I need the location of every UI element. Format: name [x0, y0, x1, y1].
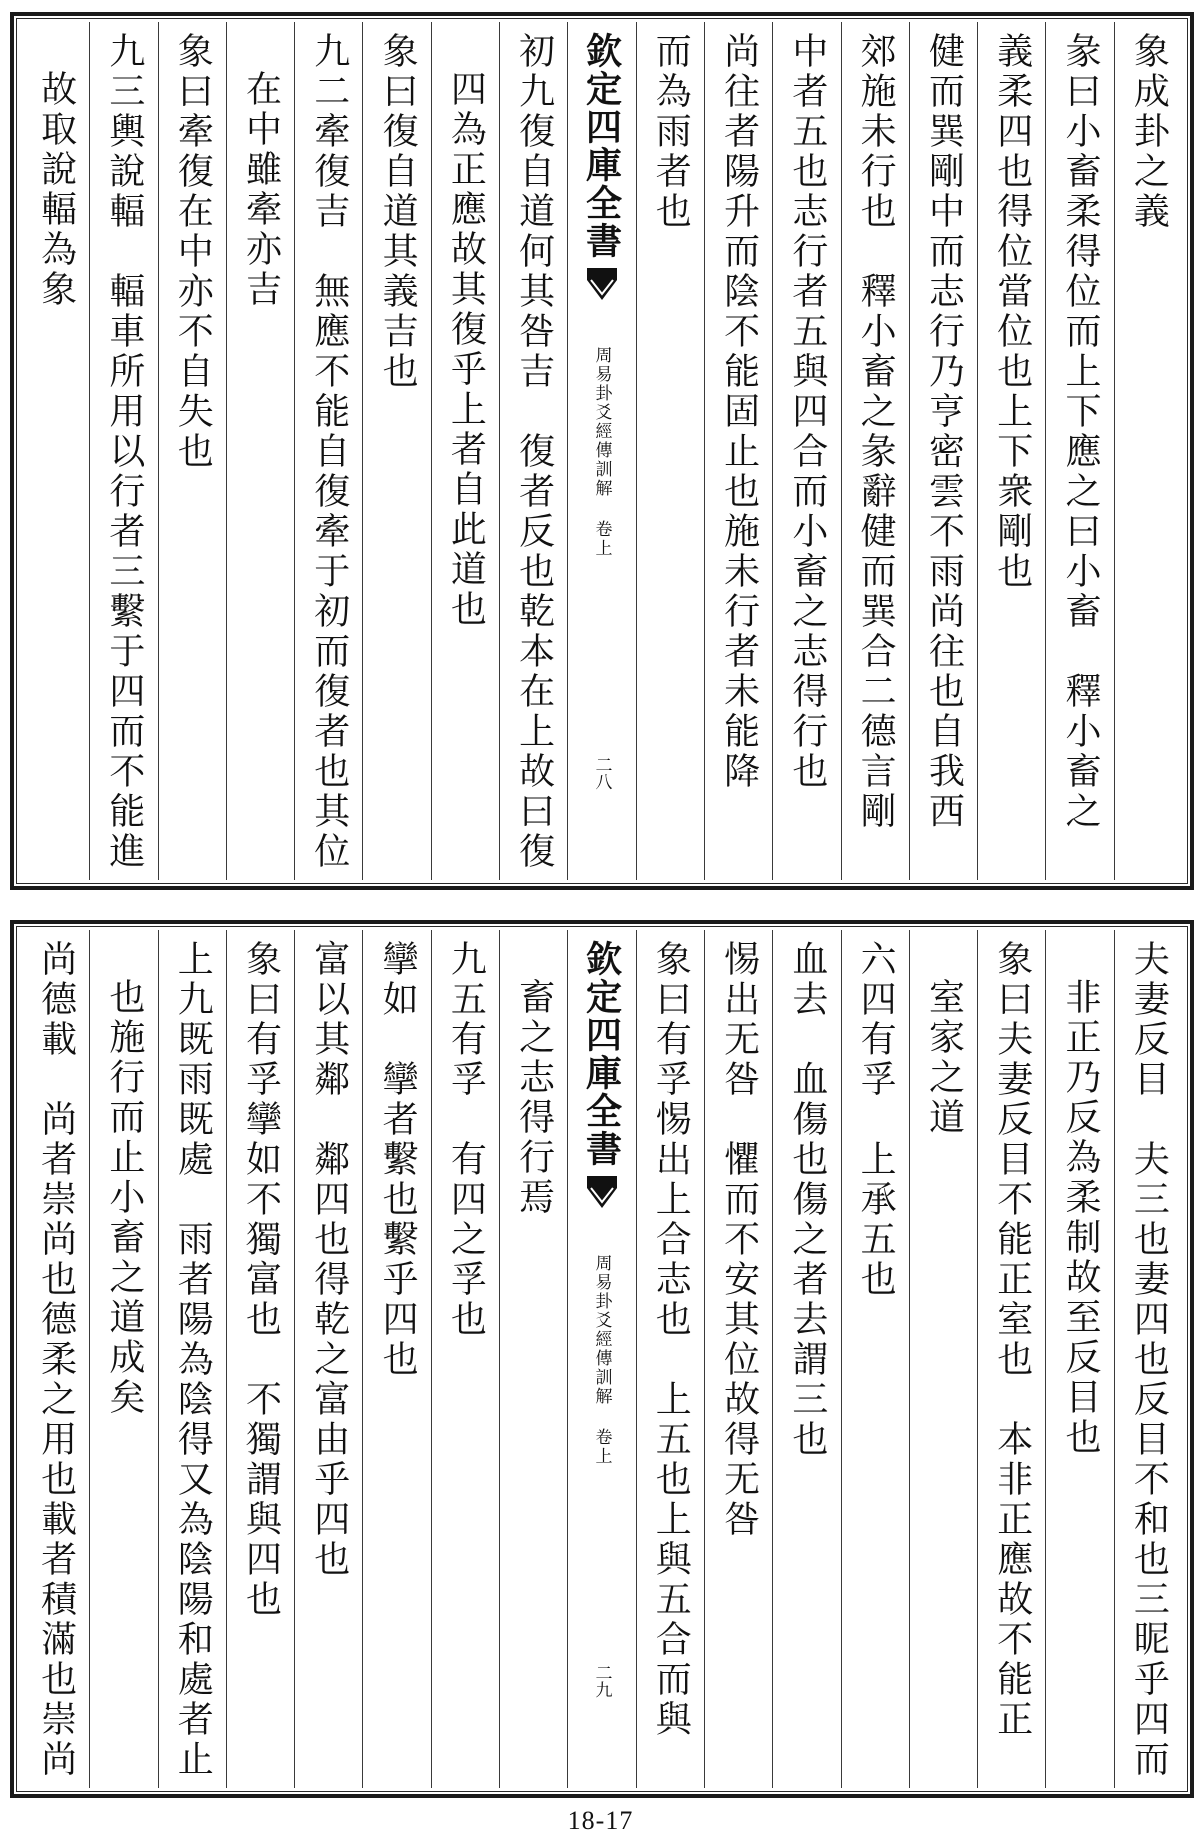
fishtail-mark-icon — [585, 266, 619, 306]
column-text: 四為正應故其復乎上者自此道也 — [445, 70, 487, 630]
column-text: 九三輿說輻 輻車所用以行者三繫于四而不能進 — [103, 32, 145, 872]
text-column — [909, 22, 977, 880]
text-column — [977, 22, 1045, 880]
column-text: 富以其鄰 鄰四也得乾之富由乎四也 — [308, 940, 350, 1580]
column-text: 健而巽剛中而志行乃亨密雲不雨尚往也自我西 — [923, 32, 965, 832]
column-text: 郊施未行也 釋小畜之彖辭健而巽合二德言剛 — [855, 32, 897, 832]
text-column — [89, 22, 157, 880]
text-column — [362, 22, 430, 880]
text-column — [431, 22, 499, 880]
text-column — [362, 930, 430, 1788]
column-text: 象曰夫妻反目不能正室也 本非正應故不能正 — [991, 940, 1033, 1740]
bottom-page-columns — [22, 930, 1182, 1788]
column-text: 六四有孚 上承五也 — [855, 940, 897, 1300]
column-text: 畜之志得行焉 — [513, 978, 555, 1218]
text-column — [158, 22, 226, 880]
text-column — [294, 930, 362, 1788]
column-text: 攣如 攣者繫也繫乎四也 — [377, 940, 419, 1380]
top-page-panel — [10, 12, 1194, 890]
column-text: 象曰牽復在中亦不自失也 — [172, 32, 214, 472]
text-column — [636, 930, 704, 1788]
column-text: 象成卦之義 — [1128, 32, 1170, 232]
text-column — [977, 930, 1045, 1788]
text-column — [704, 22, 772, 880]
bottom-page-panel — [10, 920, 1194, 1798]
page-number: 18-17 — [567, 1806, 634, 1835]
center-band — [567, 930, 635, 1788]
column-text: 彖曰小畜柔得位而上下應之曰小畜 釋小畜之 — [1060, 32, 1102, 832]
text-column — [499, 930, 567, 1788]
center-band — [567, 22, 635, 880]
text-column — [636, 22, 704, 880]
column-text: 在中雖牽亦吉 — [240, 70, 282, 310]
text-column — [841, 930, 909, 1788]
column-text: 而為雨者也 — [650, 32, 692, 232]
text-column — [226, 22, 294, 880]
text-column — [909, 930, 977, 1788]
column-text: 血去 血傷也傷之者去謂三也 — [786, 940, 828, 1460]
column-text: 故取說輻為象 — [35, 70, 77, 310]
chapter-title: 周易卦爻經傳訓解 卷上 — [591, 346, 612, 558]
top-page-columns — [22, 22, 1182, 880]
text-column — [841, 22, 909, 880]
text-column — [158, 930, 226, 1788]
column-text: 上九既雨既處 雨者陽為陰得又為陰陽和處者止 — [172, 940, 214, 1780]
column-text: 夫妻反目 夫三也妻四也反目不和也三昵乎四而 — [1128, 940, 1170, 1780]
text-column — [704, 930, 772, 1788]
column-text: 室家之道 — [923, 978, 965, 1138]
chapter-title: 周易卦爻經傳訓解 卷上 — [591, 1254, 612, 1466]
column-text: 尚往者陽升而陰不能固止也施未行者未能降 — [718, 32, 760, 792]
text-column — [772, 22, 840, 880]
text-column — [22, 22, 89, 880]
text-column — [431, 930, 499, 1788]
column-text: 中者五也志行者五與四合而小畜之志得行也 — [786, 32, 828, 792]
column-text: 象曰復自道其義吉也 — [377, 32, 419, 392]
text-column — [226, 930, 294, 1788]
text-column — [22, 930, 89, 1788]
column-text: 惕出无咎 懼而不安其位故得无咎 — [718, 940, 760, 1540]
column-text: 九二牽復吉 無應不能自復牽于初而復者也其位 — [308, 32, 350, 872]
column-text: 義柔四也得位當位也上下衆剛也 — [991, 32, 1033, 592]
text-column — [1114, 22, 1182, 880]
column-text: 初九復自道何其咎吉 復者反也乾本在上故曰復 — [513, 32, 555, 872]
text-column — [1045, 22, 1113, 880]
text-column — [1114, 930, 1182, 1788]
column-text: 尚德載 尚者崇尚也德柔之用也載者積滿也崇尚 — [35, 940, 77, 1780]
text-column — [1045, 930, 1113, 1788]
folio-number: 二八 — [591, 756, 612, 790]
text-column — [772, 930, 840, 1788]
text-column — [89, 930, 157, 1788]
text-column — [499, 22, 567, 880]
column-text: 九五有孚 有四之孚也 — [445, 940, 487, 1340]
fishtail-mark-icon — [585, 1174, 619, 1214]
column-text: 也施行而止小畜之道成矣 — [103, 978, 145, 1418]
book-title: 欽定四庫全書 — [580, 32, 623, 260]
text-column — [294, 22, 362, 880]
book-title: 欽定四庫全書 — [580, 940, 623, 1168]
column-text: 象曰有孚攣如不獨富也 不獨謂與四也 — [240, 940, 282, 1620]
folio-number: 二九 — [591, 1664, 612, 1698]
column-text: 象曰有孚惕出上合志也 上五也上與五合而與 — [650, 940, 692, 1740]
column-text: 非正乃反為柔制故至反目也 — [1060, 978, 1102, 1458]
